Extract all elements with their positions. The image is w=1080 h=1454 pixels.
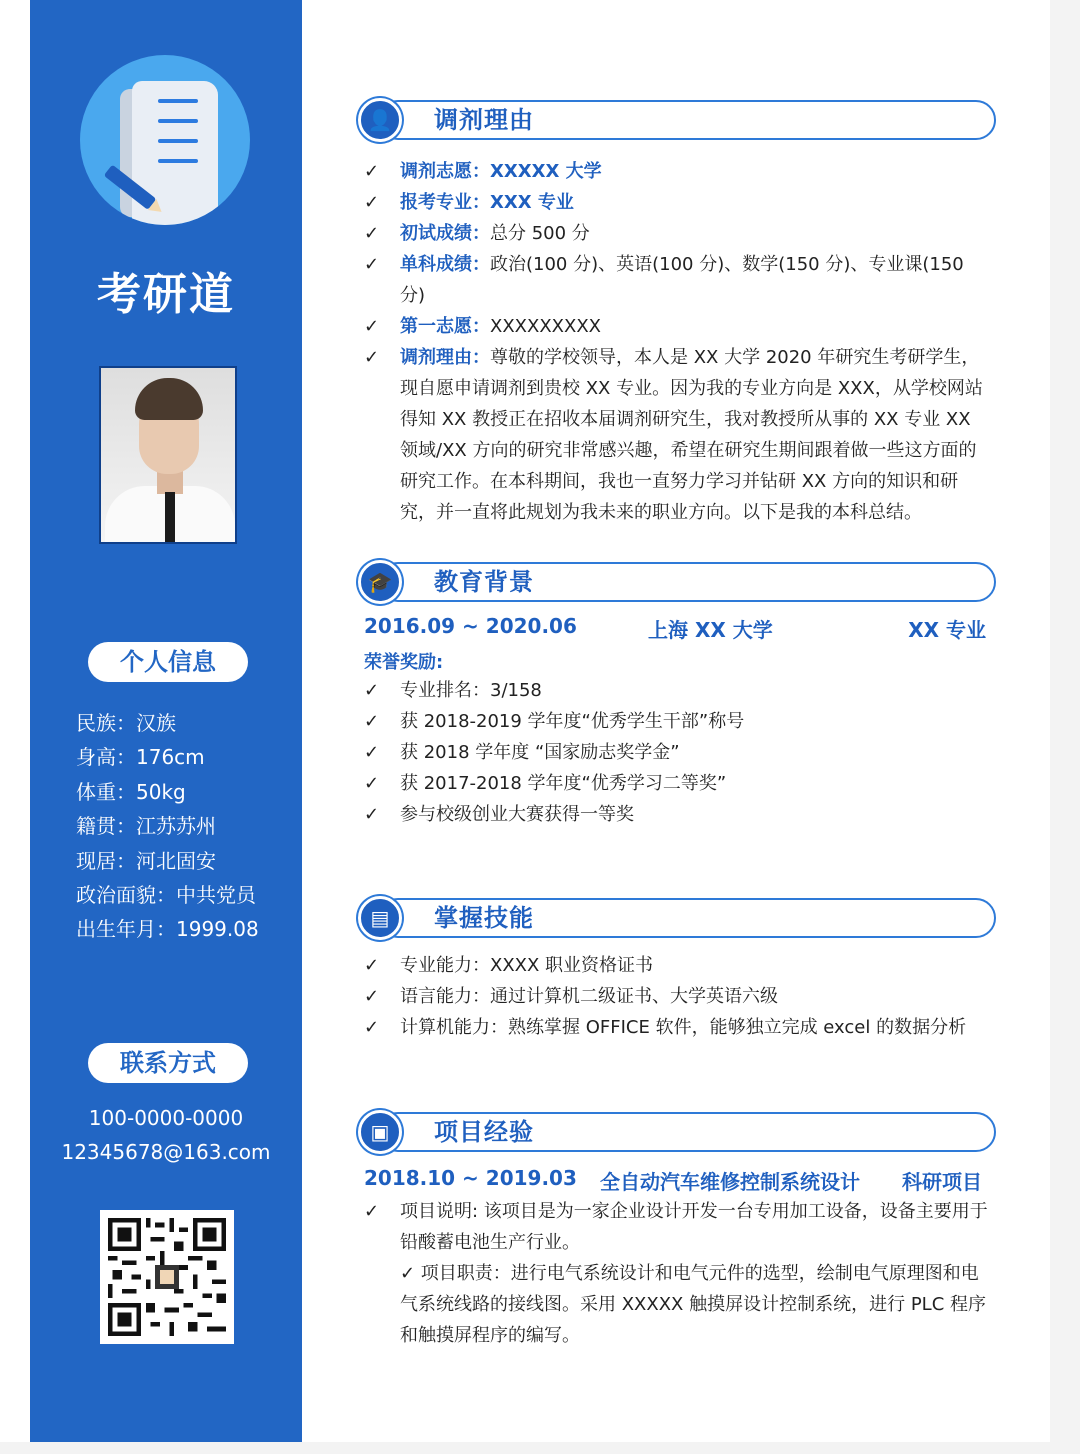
profile-photo: [99, 366, 237, 544]
education-school: 上海 XX 大学: [648, 618, 773, 642]
check-icon: ✓: [364, 316, 380, 337]
project-row: [364, 1166, 986, 1196]
list-item: ✓ 单科成绩：政治(100 分)、英语(100 分)、数学(150 分)、专业课(150 分): [364, 249, 994, 311]
contact-heading: 联系方式: [88, 1043, 248, 1083]
project-type: 科研项目: [902, 1170, 982, 1194]
list-item: ✓ 获 2018-2019 学年度“优秀学生干部”称号: [364, 706, 994, 737]
list-item: ✓ 获 2018 学年度 “国家励志奖学金”: [364, 737, 994, 768]
section-header-transfer: [358, 98, 998, 142]
section-title-projects: 项目经验: [434, 1118, 534, 1146]
section-header-education: [358, 560, 998, 604]
list-item: ✓ 专业能力：XXXX 职业资格证书: [364, 950, 994, 981]
list-item: ✓ 语言能力：通过计算机二级证书、大学英语六级: [364, 981, 994, 1012]
personal-info-heading: 个人信息: [88, 642, 248, 682]
section-title-transfer: 调剂理由: [434, 106, 534, 134]
qr-code: [100, 1210, 234, 1344]
list-item: ✓ 获 2017-2018 学年度“优秀学习二等奖”: [364, 768, 994, 799]
check-icon: ✓: [364, 1017, 380, 1038]
section-title-education: 教育背景: [434, 568, 534, 596]
project-list: [364, 1196, 994, 1258]
list-item: ✓ 调剂理由：尊敬的学校领导，本人是 XX 大学 2020 年研究生考研学生，现自愿申请调剂到贵校 XX 专业。因为我的专业方向是 XXX，从学校网站得知 XX 教授正在招收本届调剂研究生，我对教授所从事的 XX 专业 XX 领域/XX 方向的研究非常感兴趣，希望在研究生期间跟着做一些这方面的研究工作。在本科期间，我也一直努力学习并钻研 XX 方向的知识和研究，并一直将此规划为我未来的职业方向。以下是我的本科总结。: [364, 342, 994, 528]
contact-email: 12345678@163.com: [61, 1140, 271, 1164]
list-item: ✓ 计算机能力：熟练掌握 OFFICE 软件，能够独立完成 excel 的数据分析: [364, 1012, 994, 1043]
check-icon: ✓: [364, 711, 380, 732]
info-hometown: 籍贯：江苏苏州: [76, 814, 216, 839]
check-icon: ✓: [364, 223, 380, 244]
list-item: ✓ 调剂志愿：XXXXX 大学: [364, 156, 994, 187]
honors-label: 荣誉奖励:: [364, 652, 444, 673]
brand-name: 考研道: [97, 269, 235, 320]
info-height: 身高：176cm: [76, 745, 205, 770]
list-item: ✓ 报考专业：XXX 专业: [364, 187, 994, 218]
check-icon: ✓: [364, 804, 380, 825]
document-logo-icon: [80, 55, 250, 225]
check-icon: ✓: [364, 347, 380, 368]
graduation-cap-icon: 🎓: [358, 560, 402, 604]
info-birth-date: 出生年月：1999.08: [76, 917, 259, 942]
info-ethnicity: 民族：汉族: [76, 711, 176, 735]
info-political-status: 政治面貌：中共党员: [76, 882, 256, 907]
user-icon: 👤: [358, 98, 402, 142]
honors-list: [364, 675, 994, 830]
education-period: 2016.09 ~ 2020.06: [364, 614, 577, 638]
check-icon: ✓: [364, 955, 380, 976]
project-name: 全自动汽车维修控制系统设计: [600, 1170, 860, 1194]
check-icon: ✓: [364, 1201, 380, 1222]
check-icon: ✓: [364, 742, 380, 763]
section-title-skills: 掌握技能: [434, 904, 534, 932]
project-duty: ✓ 项目职责：进行电气系统设计和电气元件的选型，绘制电气原理图和电气系统线路的接线图。采用 XXXXX 触摸屏设计控制系统，进行 PLC 程序和触摸屏程序的编写。: [400, 1263, 986, 1346]
check-icon: ✓: [364, 986, 380, 1007]
check-icon: ✓: [364, 254, 380, 275]
education-row: [364, 614, 986, 644]
check-icon: ✓: [364, 680, 380, 701]
transfer-list: [364, 156, 994, 528]
list-item: ✓ 专业排名：3/158: [364, 675, 994, 706]
list-item: ✓ 项目说明: 该项目是为一家企业设计开发一台专用加工设备，设备主要用于铅酸蓄电池生产行业。: [364, 1196, 994, 1258]
section-header-skills: [358, 896, 998, 940]
check-icon: ✓: [364, 161, 380, 182]
list-item: ✓ 第一志愿：XXXXXXXXX: [364, 311, 994, 342]
printer-icon: ▤: [358, 896, 402, 940]
info-residence: 现居：河北固安: [76, 848, 216, 873]
check-icon: ✓: [364, 192, 380, 213]
section-header-projects: [358, 1110, 998, 1154]
skills-list: [364, 950, 994, 1043]
page-edge: [1050, 0, 1080, 1454]
check-icon: ✓: [364, 773, 380, 794]
personal-info-list: [76, 706, 296, 947]
page-edge: [0, 1442, 1080, 1454]
sidebar: [30, 0, 302, 1442]
education-major: XX 专业: [908, 618, 986, 642]
briefcase-icon: ▣: [358, 1110, 402, 1154]
info-weight: 体重：50kg: [76, 779, 186, 804]
list-item: ✓ 参与校级创业大赛获得一等奖: [364, 799, 994, 830]
project-period: 2018.10 ~ 2019.03: [364, 1166, 577, 1190]
main-content: [302, 0, 1050, 1442]
list-item: ✓ 初试成绩：总分 500 分: [364, 218, 994, 249]
contact-phone: 100-0000-0000: [88, 1106, 244, 1130]
